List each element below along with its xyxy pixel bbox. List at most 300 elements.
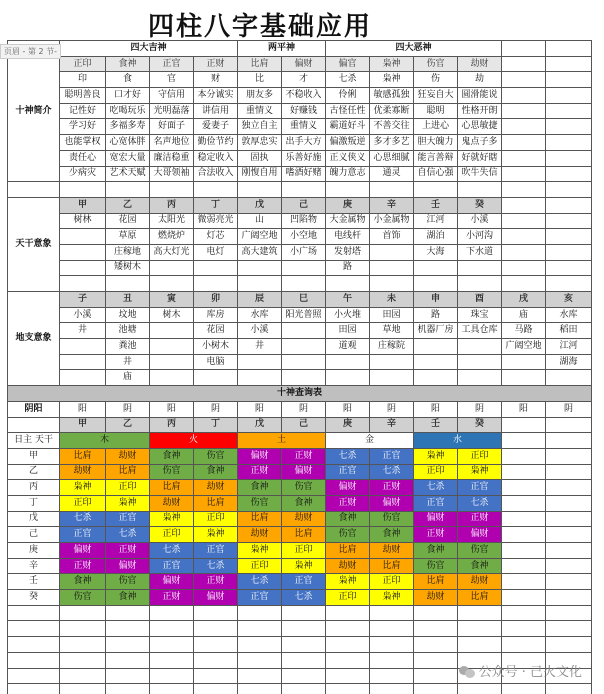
god-trait: 重情义 — [282, 119, 326, 135]
ten-god-cell: 比肩 — [106, 464, 150, 480]
branch-image — [150, 323, 194, 339]
empty-cell — [414, 276, 458, 292]
ten-god-cell: 偏财 — [326, 480, 370, 496]
branch-image: 庙 — [502, 307, 546, 323]
empty-cell — [194, 684, 238, 694]
branch-image — [60, 354, 106, 370]
god-trait: 艺术天赋 — [106, 166, 150, 182]
ten-god-cell: 正官 — [194, 543, 238, 559]
god-trait: 讲信用 — [194, 103, 238, 119]
empty-cell — [326, 621, 370, 637]
stem-name: 壬 — [414, 197, 458, 213]
stem-image: 灯芯 — [194, 229, 238, 245]
stems-name-row — [8, 197, 592, 213]
empty-cell — [546, 637, 592, 653]
ten-god-cell: 比肩 — [458, 590, 502, 606]
god-trait: 多福多寿 — [106, 119, 150, 135]
god-trait: 偏激叛逆 — [326, 135, 370, 151]
god-trait: 廉洁稳重 — [150, 150, 194, 166]
watermark — [459, 661, 582, 680]
stem-image — [282, 260, 326, 276]
ten-god-cell: 食神 — [106, 590, 150, 606]
god-short: 财 — [194, 72, 238, 88]
ten-god-cell: 比肩 — [238, 511, 282, 527]
empty-cell — [370, 182, 414, 198]
empty-cell — [546, 229, 592, 245]
branch-image — [60, 370, 106, 386]
empty-cell — [546, 433, 592, 449]
ten-god-cell: 七杀 — [194, 558, 238, 574]
empty-cell — [370, 668, 414, 684]
empty-cell — [150, 276, 194, 292]
empty-cell — [370, 637, 414, 653]
empty-cell — [502, 244, 546, 260]
day-master-stem: 甲 — [8, 448, 60, 464]
empty-cell — [282, 276, 326, 292]
god-trait: 重情义 — [238, 103, 282, 119]
branch-image: 田园 — [326, 323, 370, 339]
branch-name: 巳 — [282, 292, 326, 308]
empty-cell — [150, 637, 194, 653]
ten-god-cell: 比肩 — [414, 574, 458, 590]
branch-image — [502, 354, 546, 370]
branch-yinyang: 阳 — [502, 401, 546, 417]
god-short: 比 — [238, 72, 282, 88]
empty-cell — [106, 637, 150, 653]
watermark-text: 公众号 · 己火文化 — [478, 665, 582, 680]
god-trait: 嗜酒好赌 — [282, 166, 326, 182]
stem-image: 小河沟 — [458, 229, 502, 245]
stem-image — [370, 260, 414, 276]
empty-cell — [502, 495, 546, 511]
stem-yinyang: 阳 — [414, 401, 458, 417]
empty-cell — [8, 417, 60, 433]
day-master-stem: 癸 — [8, 590, 60, 606]
branch-image — [414, 339, 458, 355]
ten-god-cell: 劫财 — [60, 464, 106, 480]
empty-cell — [502, 276, 546, 292]
stem-image: 小空地 — [282, 229, 326, 245]
stem-image: 太阳光 — [150, 213, 194, 229]
ten-god-cell: 伤官 — [60, 590, 106, 606]
branch-image: 井 — [60, 323, 106, 339]
stem-image: 小溪 — [458, 213, 502, 229]
empty-cell — [370, 652, 414, 668]
god-trait: 刚愎自用 — [238, 166, 282, 182]
trailing-empty-row — [8, 605, 592, 621]
day-master-stem: 戊 — [8, 511, 60, 527]
god-trait: 固执 — [238, 150, 282, 166]
stem-image: 花园 — [106, 213, 150, 229]
gods-trait-row — [8, 166, 592, 182]
branches-image-row — [8, 323, 592, 339]
empty-cell — [502, 41, 546, 57]
empty-cell — [282, 621, 326, 637]
branch-image — [282, 370, 326, 386]
query-stem: 丙 — [150, 417, 194, 433]
ten-god-cell: 正官 — [150, 558, 194, 574]
stem-image: 广阔空地 — [238, 229, 282, 245]
query-row — [8, 527, 592, 543]
god-name: 比肩 — [238, 56, 282, 72]
stem-yinyang: 阳 — [60, 401, 106, 417]
ten-god-cell: 正印 — [458, 448, 502, 464]
stem-image: 江河 — [414, 213, 458, 229]
empty-cell — [238, 652, 282, 668]
branch-image: 水库 — [546, 307, 592, 323]
stem-yinyang: 阴 — [282, 401, 326, 417]
ten-god-cell: 正印 — [60, 495, 106, 511]
empty-cell — [546, 543, 592, 559]
empty-cell — [546, 103, 592, 119]
branch-image — [370, 354, 414, 370]
ten-god-cell: 食神 — [194, 464, 238, 480]
ten-god-cell: 枭神 — [194, 527, 238, 543]
empty-cell — [502, 464, 546, 480]
empty-cell — [546, 621, 592, 637]
god-trait: 稳定收入 — [194, 150, 238, 166]
stem-name: 丙 — [150, 197, 194, 213]
god-trait: 聪明 — [414, 103, 458, 119]
god-trait: 不善交往 — [370, 119, 414, 135]
empty-cell — [8, 668, 60, 684]
god-short: 印 — [60, 72, 106, 88]
god-trait: 记性好 — [60, 103, 106, 119]
stem-yinyang: 阳 — [238, 401, 282, 417]
query-row — [8, 511, 592, 527]
empty-cell — [150, 182, 194, 198]
branch-name: 酉 — [458, 292, 502, 308]
ten-god-cell: 偏财 — [194, 590, 238, 606]
branch-image — [282, 339, 326, 355]
empty-cell — [150, 605, 194, 621]
branch-name: 未 — [370, 292, 414, 308]
empty-cell — [502, 88, 546, 104]
element-1: 火 — [150, 433, 238, 449]
ten-god-cell: 七杀 — [326, 448, 370, 464]
god-trait: 通灵 — [370, 166, 414, 182]
branch-name: 卯 — [194, 292, 238, 308]
branch-image: 珠宝 — [458, 307, 502, 323]
stem-image: 发射塔 — [326, 244, 370, 260]
god-trait: 合法收入 — [194, 166, 238, 182]
stem-name: 己 — [282, 197, 326, 213]
stem-image — [60, 260, 106, 276]
stems-image-row — [8, 260, 592, 276]
ten-god-cell: 正印 — [238, 558, 282, 574]
stem-image — [60, 244, 106, 260]
ten-god-cell: 偏财 — [370, 495, 414, 511]
empty-cell — [502, 511, 546, 527]
trailing-empty-row — [8, 621, 592, 637]
stem-yinyang: 阴 — [458, 401, 502, 417]
god-trait: 少病灾 — [60, 166, 106, 182]
query-row — [8, 448, 592, 464]
empty-cell — [238, 684, 282, 694]
empty-cell — [326, 637, 370, 653]
empty-cell — [282, 182, 326, 198]
empty-cell — [194, 668, 238, 684]
group-malign: 四大恶神 — [326, 41, 502, 57]
empty-cell — [502, 135, 546, 151]
empty-cell — [502, 72, 546, 88]
day-master-stem: 庚 — [8, 543, 60, 559]
god-trait: 敏感孤独 — [370, 88, 414, 104]
empty-cell — [282, 652, 326, 668]
branch-image: 水库 — [238, 307, 282, 323]
branch-name: 申 — [414, 292, 458, 308]
god-trait: 吹牛失信 — [458, 166, 502, 182]
ten-god-cell: 比肩 — [150, 480, 194, 496]
god-trait: 好赚钱 — [282, 103, 326, 119]
empty-cell — [194, 621, 238, 637]
empty-cell — [106, 652, 150, 668]
god-name: 劫财 — [458, 56, 502, 72]
stem-yinyang: 阴 — [370, 401, 414, 417]
branch-image: 井 — [106, 354, 150, 370]
gods-short-row — [8, 72, 592, 88]
empty-cell — [502, 103, 546, 119]
empty-cell — [326, 652, 370, 668]
day-master-stem: 丙 — [8, 480, 60, 496]
empty-cell — [546, 558, 592, 574]
empty-cell — [194, 637, 238, 653]
branches-label: 地支意象 — [8, 292, 60, 386]
branch-image: 小溪 — [238, 323, 282, 339]
branch-image — [282, 323, 326, 339]
god-trait: 古怪任性 — [326, 103, 370, 119]
branch-image — [502, 370, 546, 386]
spacer-row — [8, 276, 592, 292]
query-stem: 甲 — [60, 417, 106, 433]
branch-image — [458, 339, 502, 355]
empty-cell — [502, 684, 546, 694]
ten-god-cell: 正财 — [106, 543, 150, 559]
branch-image: 机器厂房 — [414, 323, 458, 339]
branch-image: 江河 — [546, 339, 592, 355]
empty-cell — [546, 276, 592, 292]
query-row — [8, 558, 592, 574]
god-trait: 心思细腻 — [370, 150, 414, 166]
empty-cell — [502, 433, 546, 449]
empty-cell — [414, 668, 458, 684]
page-section-tag: 页眉 - 第 2 节- — [0, 44, 61, 59]
ten-god-cell: 劫财 — [106, 448, 150, 464]
stem-image: 电灯 — [194, 244, 238, 260]
god-trait: 优柔寡断 — [370, 103, 414, 119]
ten-god-cell: 食神 — [370, 527, 414, 543]
ten-god-cell: 七杀 — [60, 511, 106, 527]
ten-god-cell: 七杀 — [370, 464, 414, 480]
empty-cell — [546, 41, 592, 57]
empty-cell — [502, 448, 546, 464]
empty-cell — [502, 574, 546, 590]
branch-image — [150, 339, 194, 355]
query-stem: 戊 — [238, 417, 282, 433]
empty-cell — [502, 558, 546, 574]
ten-god-cell: 正印 — [282, 543, 326, 559]
god-name: 伤官 — [414, 56, 458, 72]
empty-cell — [502, 119, 546, 135]
day-master-stem: 壬 — [8, 574, 60, 590]
empty-cell — [502, 166, 546, 182]
empty-cell — [60, 684, 106, 694]
ten-god-cell: 食神 — [282, 495, 326, 511]
god-trait: 霸道好斗 — [326, 119, 370, 135]
ten-god-cell: 七杀 — [414, 480, 458, 496]
god-trait: 好就好瞎 — [458, 150, 502, 166]
ten-god-cell: 正财 — [282, 448, 326, 464]
ten-god-cell: 比肩 — [370, 558, 414, 574]
branch-image — [546, 370, 592, 386]
ten-god-cell: 偏财 — [150, 574, 194, 590]
god-trait: 伶俐 — [326, 88, 370, 104]
god-trait: 上进心 — [414, 119, 458, 135]
query-row — [8, 464, 592, 480]
god-trait: 正义侠义 — [326, 150, 370, 166]
empty-cell — [282, 684, 326, 694]
branch-image: 花园 — [194, 323, 238, 339]
stem-name: 癸 — [458, 197, 502, 213]
branch-image — [238, 370, 282, 386]
element-2: 土 — [238, 433, 326, 449]
branch-image: 广阔空地 — [502, 339, 546, 355]
empty-cell — [194, 182, 238, 198]
ten-god-cell: 偏财 — [60, 543, 106, 559]
god-trait: 名声地位 — [150, 135, 194, 151]
stem-yinyang: 阳 — [326, 401, 370, 417]
stem-image — [238, 260, 282, 276]
gods-group-row — [8, 41, 592, 57]
stem-image — [150, 260, 194, 276]
empty-cell — [194, 652, 238, 668]
god-trait: 独立自主 — [238, 119, 282, 135]
ten-god-cell: 伤官 — [414, 558, 458, 574]
branch-image: 道观 — [326, 339, 370, 355]
ten-god-cell: 劫财 — [458, 574, 502, 590]
branch-image: 树木 — [150, 307, 194, 323]
ten-god-cell: 伤官 — [106, 574, 150, 590]
empty-cell — [502, 417, 546, 433]
ten-god-cell: 七杀 — [106, 527, 150, 543]
ten-god-cell: 劫财 — [150, 495, 194, 511]
stem-name: 戊 — [238, 197, 282, 213]
empty-cell — [458, 621, 502, 637]
god-trait: 口才好 — [106, 88, 150, 104]
branch-name: 丑 — [106, 292, 150, 308]
god-trait: 守信用 — [150, 88, 194, 104]
god-short: 食 — [106, 72, 150, 88]
empty-cell — [414, 605, 458, 621]
ten-god-cell: 正财 — [414, 527, 458, 543]
god-trait: 乐善好施 — [282, 150, 326, 166]
empty-cell — [8, 652, 60, 668]
trailing-empty-row — [8, 637, 592, 653]
branch-image — [282, 354, 326, 370]
stem-image — [414, 260, 458, 276]
empty-cell — [546, 260, 592, 276]
branches-image-row — [8, 307, 592, 323]
god-name: 枭神 — [370, 56, 414, 72]
branch-image — [326, 370, 370, 386]
empty-cell — [194, 276, 238, 292]
query-row — [8, 495, 592, 511]
branch-image: 庄稼院 — [370, 339, 414, 355]
ten-god-cell: 正官 — [414, 495, 458, 511]
empty-cell — [546, 213, 592, 229]
empty-cell — [106, 276, 150, 292]
branch-image: 工具仓库 — [458, 323, 502, 339]
empty-cell — [150, 668, 194, 684]
empty-cell — [60, 637, 106, 653]
empty-cell — [458, 182, 502, 198]
empty-cell — [546, 135, 592, 151]
diag-header: 日主 天干 — [8, 433, 60, 449]
branch-image: 井 — [238, 339, 282, 355]
gods-trait-row — [8, 135, 592, 151]
empty-cell — [502, 527, 546, 543]
god-trait: 大哥领袖 — [150, 166, 194, 182]
element-3: 金 — [326, 433, 414, 449]
empty-cell — [546, 511, 592, 527]
branches-image-row — [8, 370, 592, 386]
stem-image — [194, 260, 238, 276]
god-short: 枭神 — [370, 72, 414, 88]
gods-trait-row — [8, 103, 592, 119]
god-trait: 多才多艺 — [370, 135, 414, 151]
query-stem: 癸 — [458, 417, 502, 433]
element-0: 木 — [60, 433, 150, 449]
ten-god-cell: 比肩 — [60, 448, 106, 464]
stem-image: 路 — [326, 260, 370, 276]
gods-label: 十神简介 — [8, 41, 60, 182]
empty-cell — [546, 480, 592, 496]
branch-image: 阳光普照 — [282, 307, 326, 323]
god-trait: 不稳收入 — [282, 88, 326, 104]
empty-cell — [326, 668, 370, 684]
god-trait: 圆滑能说 — [458, 88, 502, 104]
stem-image: 树林 — [60, 213, 106, 229]
ten-god-cell: 枭神 — [458, 464, 502, 480]
empty-cell — [8, 637, 60, 653]
ten-god-cell: 食神 — [150, 448, 194, 464]
god-trait: 也能掌权 — [60, 135, 106, 151]
ten-god-cell: 比肩 — [282, 527, 326, 543]
branch-image: 马路 — [502, 323, 546, 339]
ten-god-cell: 劫财 — [282, 511, 326, 527]
god-trait: 自信心强 — [414, 166, 458, 182]
ten-god-cell: 七杀 — [150, 543, 194, 559]
query-stem: 乙 — [106, 417, 150, 433]
empty-cell — [502, 621, 546, 637]
god-trait: 爱妻子 — [194, 119, 238, 135]
stem-name: 辛 — [370, 197, 414, 213]
ten-god-cell: 劫财 — [238, 527, 282, 543]
god-short: 劫 — [458, 72, 502, 88]
branch-image: 小溪 — [60, 307, 106, 323]
empty-cell — [546, 119, 592, 135]
ten-god-cell: 枭神 — [60, 480, 106, 496]
empty-cell — [60, 182, 106, 198]
empty-cell — [8, 621, 60, 637]
branch-image: 稻田 — [546, 323, 592, 339]
god-trait: 聪明善良 — [60, 88, 106, 104]
empty-cell — [546, 56, 592, 72]
god-trait: 好面子 — [150, 119, 194, 135]
stem-image: 庄稼地 — [106, 244, 150, 260]
ten-god-cell: 伤官 — [282, 480, 326, 496]
branch-image — [458, 370, 502, 386]
